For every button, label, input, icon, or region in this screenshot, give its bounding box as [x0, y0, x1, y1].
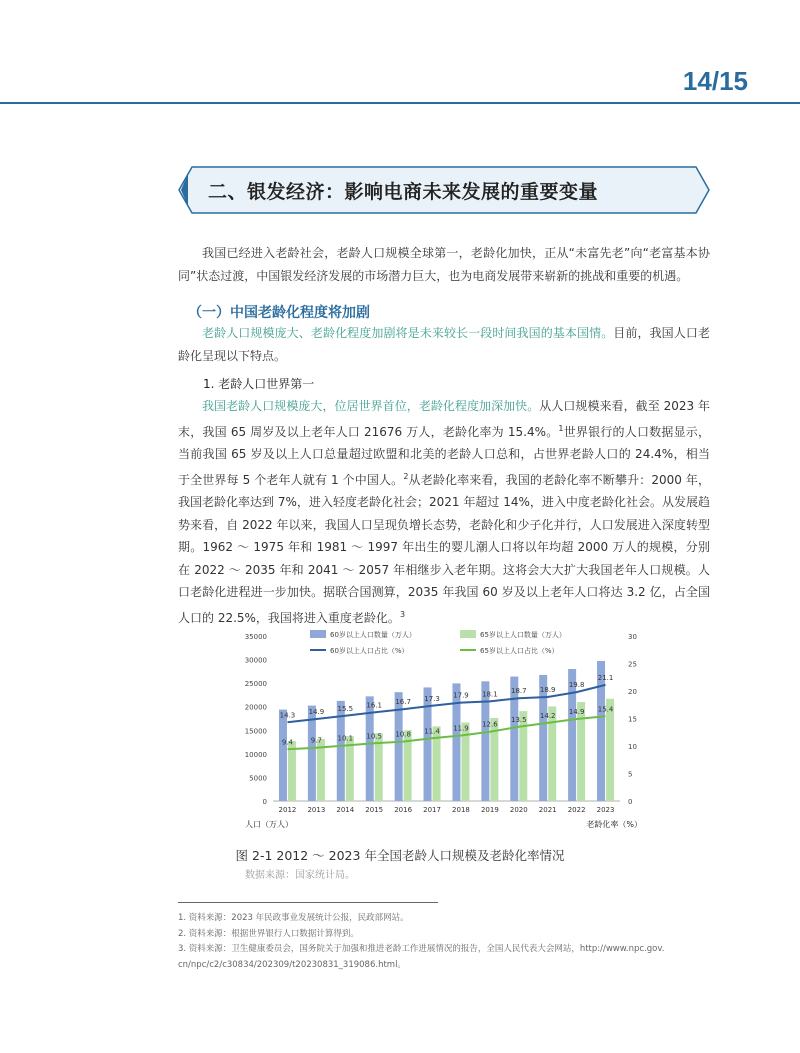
lead-highlight: 老龄人口规模庞大、老龄化程度加剧将是未来较长一段时间我国的基本国情。 — [202, 326, 614, 340]
ratio-60plus-data-label: 16.1 — [366, 701, 383, 710]
x-tick-label: 2022 — [567, 806, 586, 814]
x-tick-label: 2015 — [365, 806, 384, 814]
ratio-65plus-data-label: 9.7 — [310, 736, 322, 745]
left-tick-label: 30000 — [244, 656, 267, 665]
chart-svg — [225, 626, 675, 831]
bar-60plus — [597, 661, 605, 801]
bar-60plus — [424, 687, 432, 801]
legend-label-1: 65岁以上人口数量（万人） — [480, 631, 566, 639]
legend-label-3: 65岁以上人口占比（%） — [480, 647, 559, 655]
right-tick-label: 10 — [628, 743, 637, 751]
ratio-60plus-data-label: 18.1 — [482, 690, 498, 699]
footnote-1: 1. 资料来源：2023 年民政事业发展统计公报，民政部网站。 — [178, 913, 409, 923]
ratio-60plus-data-label: 18.7 — [510, 687, 527, 696]
figure-caption: 图 2-1 2012 ～ 2023 年全国老龄人口规模及老龄化率情况 — [235, 848, 565, 863]
right-tick-label: 25 — [628, 660, 637, 669]
bar-60plus — [452, 683, 460, 801]
header-rule — [0, 102, 800, 104]
ratio-65plus-line — [288, 716, 606, 749]
x-tick-label: 2017 — [423, 806, 441, 814]
ratio-65plus-data-label: 12.6 — [482, 720, 498, 729]
ratio-60plus-data-label: 18.9 — [539, 686, 556, 695]
left-tick-label: 10000 — [244, 750, 267, 759]
x-tick-label: 2014 — [336, 806, 355, 814]
intro-text: 我国已经进入老龄社会，老龄人口规模全球第一，老龄化加快，正从“未富先老”向“老富基本协同”状态过渡，中国银发经济发展的市场潜力巨大，也为电商发展带来崭新的挑战和重要的机遇。 — [178, 246, 710, 283]
right-axis-title: 老龄化率（%） — [586, 820, 642, 829]
point-paragraph — [178, 395, 710, 629]
footnote-3-cont: cn/npc/c2/c30834/202309/t20230831_319086.html。 — [178, 959, 406, 970]
figure-source: 数据来源：国家统计局。 — [245, 870, 355, 881]
x-tick-label: 2019 — [480, 806, 499, 814]
subsection-lead — [178, 322, 710, 367]
x-tick-label: 2012 — [278, 806, 297, 814]
intro-paragraph — [178, 242, 710, 287]
ratio-65plus-data-label: 15.4 — [597, 705, 614, 714]
left-tick-label: 25000 — [244, 680, 267, 689]
x-tick-label: 2018 — [452, 806, 470, 814]
point-text-c: 从老龄化率来看，我国的老龄化率不断攀升：2000 年，我国老龄化率达到 7%，进入轻度老龄化社会；2021 年超过 14%，进入中度老龄化社会。从发展趋势来看，自 2022 年以来，我国人口呈现负增长态势，老龄化和少子化并行，人口发展进入深度转型期。1962 ～ 1975 年和 1981 ～ 1997 年出生的婴儿潮人口将以年均超 2000 万人的规模，分别在 2022 ～ 2035 年和 2041 ～ 2057 年相继步入老年期。这将会大大扩大我国老年人口规模。人口老龄化进程进一步加快。据联合国测算，2035 年我国 60 岁及以上老年人口将达 3.2 亿，占全国人口的 22.5%，我国将进入重度老龄化。 — [178, 472, 710, 625]
ratio-60plus-data-label: 14.3 — [279, 711, 296, 720]
x-tick-label: 2023 — [596, 806, 615, 814]
footnotes — [178, 911, 718, 973]
left-tick-label: 0 — [262, 798, 267, 806]
legend-label-0: 60岁以上人口数量（万人） — [330, 631, 416, 639]
right-tick-label: 20 — [628, 688, 637, 696]
footnote-3: 3. 资料来源：卫生健康委员会，国务院关于加强和推进老龄工作进展情况的报告，全国人民代表大会网站，http://www.npc.gov. — [178, 944, 665, 954]
left-tick-label: 20000 — [244, 703, 267, 712]
x-tick-label: 2020 — [509, 806, 528, 814]
section-heading-box — [178, 166, 710, 214]
bar-65plus — [548, 706, 556, 801]
ratio-60plus-data-label: 17.9 — [453, 691, 469, 700]
ratio-65plus-data-label: 13.5 — [510, 715, 527, 724]
page-number: 14/15 — [682, 66, 748, 96]
footnote-rule — [178, 902, 438, 903]
population-chart — [225, 626, 675, 831]
right-tick-label: 15 — [628, 715, 637, 724]
ratio-65plus-data-label: 14.9 — [568, 708, 585, 717]
footnote-ref-2[interactable]: 2 — [403, 471, 409, 481]
subsection-title: （一）中国老龄化程度将加剧 — [188, 305, 370, 321]
ratio-60plus-data-label: 15.5 — [337, 704, 354, 713]
lead-rest: 目前，我国人口老龄化呈现以下特点。 — [178, 326, 710, 363]
ratio-65plus-data-label: 11.4 — [424, 727, 440, 736]
section-title: 二、银发经济：影响电商未来发展的重要变量 — [208, 181, 599, 203]
left-tick-label: 5000 — [249, 774, 267, 783]
footnote-ref-1[interactable]: 1 — [558, 423, 564, 433]
ratio-60plus-data-label: 17.3 — [424, 694, 440, 703]
bar-65plus — [606, 699, 614, 801]
bar-65plus — [519, 711, 527, 801]
ratio-60plus-data-label: 14.9 — [308, 708, 325, 717]
footnote-ref-3[interactable]: 3 — [399, 609, 406, 619]
ratio-65plus-data-label: 14.2 — [539, 711, 556, 720]
right-tick-label: 30 — [628, 633, 637, 641]
ratio-60plus-data-label: 16.7 — [395, 698, 411, 707]
x-tick-label: 2016 — [394, 806, 413, 814]
ratio-65plus-data-label: 11.9 — [453, 724, 469, 733]
bar-60plus — [510, 677, 518, 801]
point-highlight: 我国老龄人口规模庞大，位居世界首位，老龄化程度加深加快。 — [202, 399, 540, 413]
ratio-60plus-data-label: 21.1 — [597, 673, 614, 682]
footnote-2: 2. 资料来源：根据世界银行人口数据计算得到。 — [178, 928, 359, 939]
left-tick-label: 35000 — [244, 633, 267, 641]
ratio-65plus-data-label: 9.4 — [281, 738, 294, 747]
left-axis-title: 人口（万人） — [245, 820, 293, 829]
bar-65plus — [577, 702, 585, 801]
point-text-a: 从人口规模来看，截至 2023 年末，我国 65 周岁及以上老年人口 21676 万人，老龄化率为 15.4%。 — [178, 399, 710, 439]
legend-label-2: 60岁以上人口占比（%） — [330, 647, 409, 655]
ratio-60plus-data-label: 19.8 — [568, 681, 585, 690]
right-tick-label: 0 — [628, 798, 633, 806]
bar-60plus — [279, 710, 287, 801]
ratio-65plus-data-label: 10.8 — [395, 730, 411, 739]
x-tick-label: 2021 — [538, 806, 557, 814]
left-tick-label: 15000 — [244, 727, 267, 736]
ratio-60plus-line — [288, 685, 606, 722]
legend-swatch-1 — [460, 630, 476, 638]
legend-swatch-0 — [310, 630, 326, 638]
ratio-65plus-data-label: 10.1 — [337, 734, 354, 743]
ratio-65plus-data-label: 10.5 — [366, 732, 383, 741]
point-title: 1. 老龄人口世界第一 — [203, 377, 315, 391]
bar-60plus — [481, 681, 489, 801]
x-tick-label: 2013 — [307, 806, 326, 814]
right-tick-label: 5 — [628, 770, 633, 779]
point-text-b: 世界银行的人口数据显示，当前我国 65 岁及以上人口总量超过欧盟和北美的老龄人口总和，占世界老龄人口的 24.4%，相当于全世界每 5 个老年人就有 1 个中国人。 — [178, 424, 710, 487]
